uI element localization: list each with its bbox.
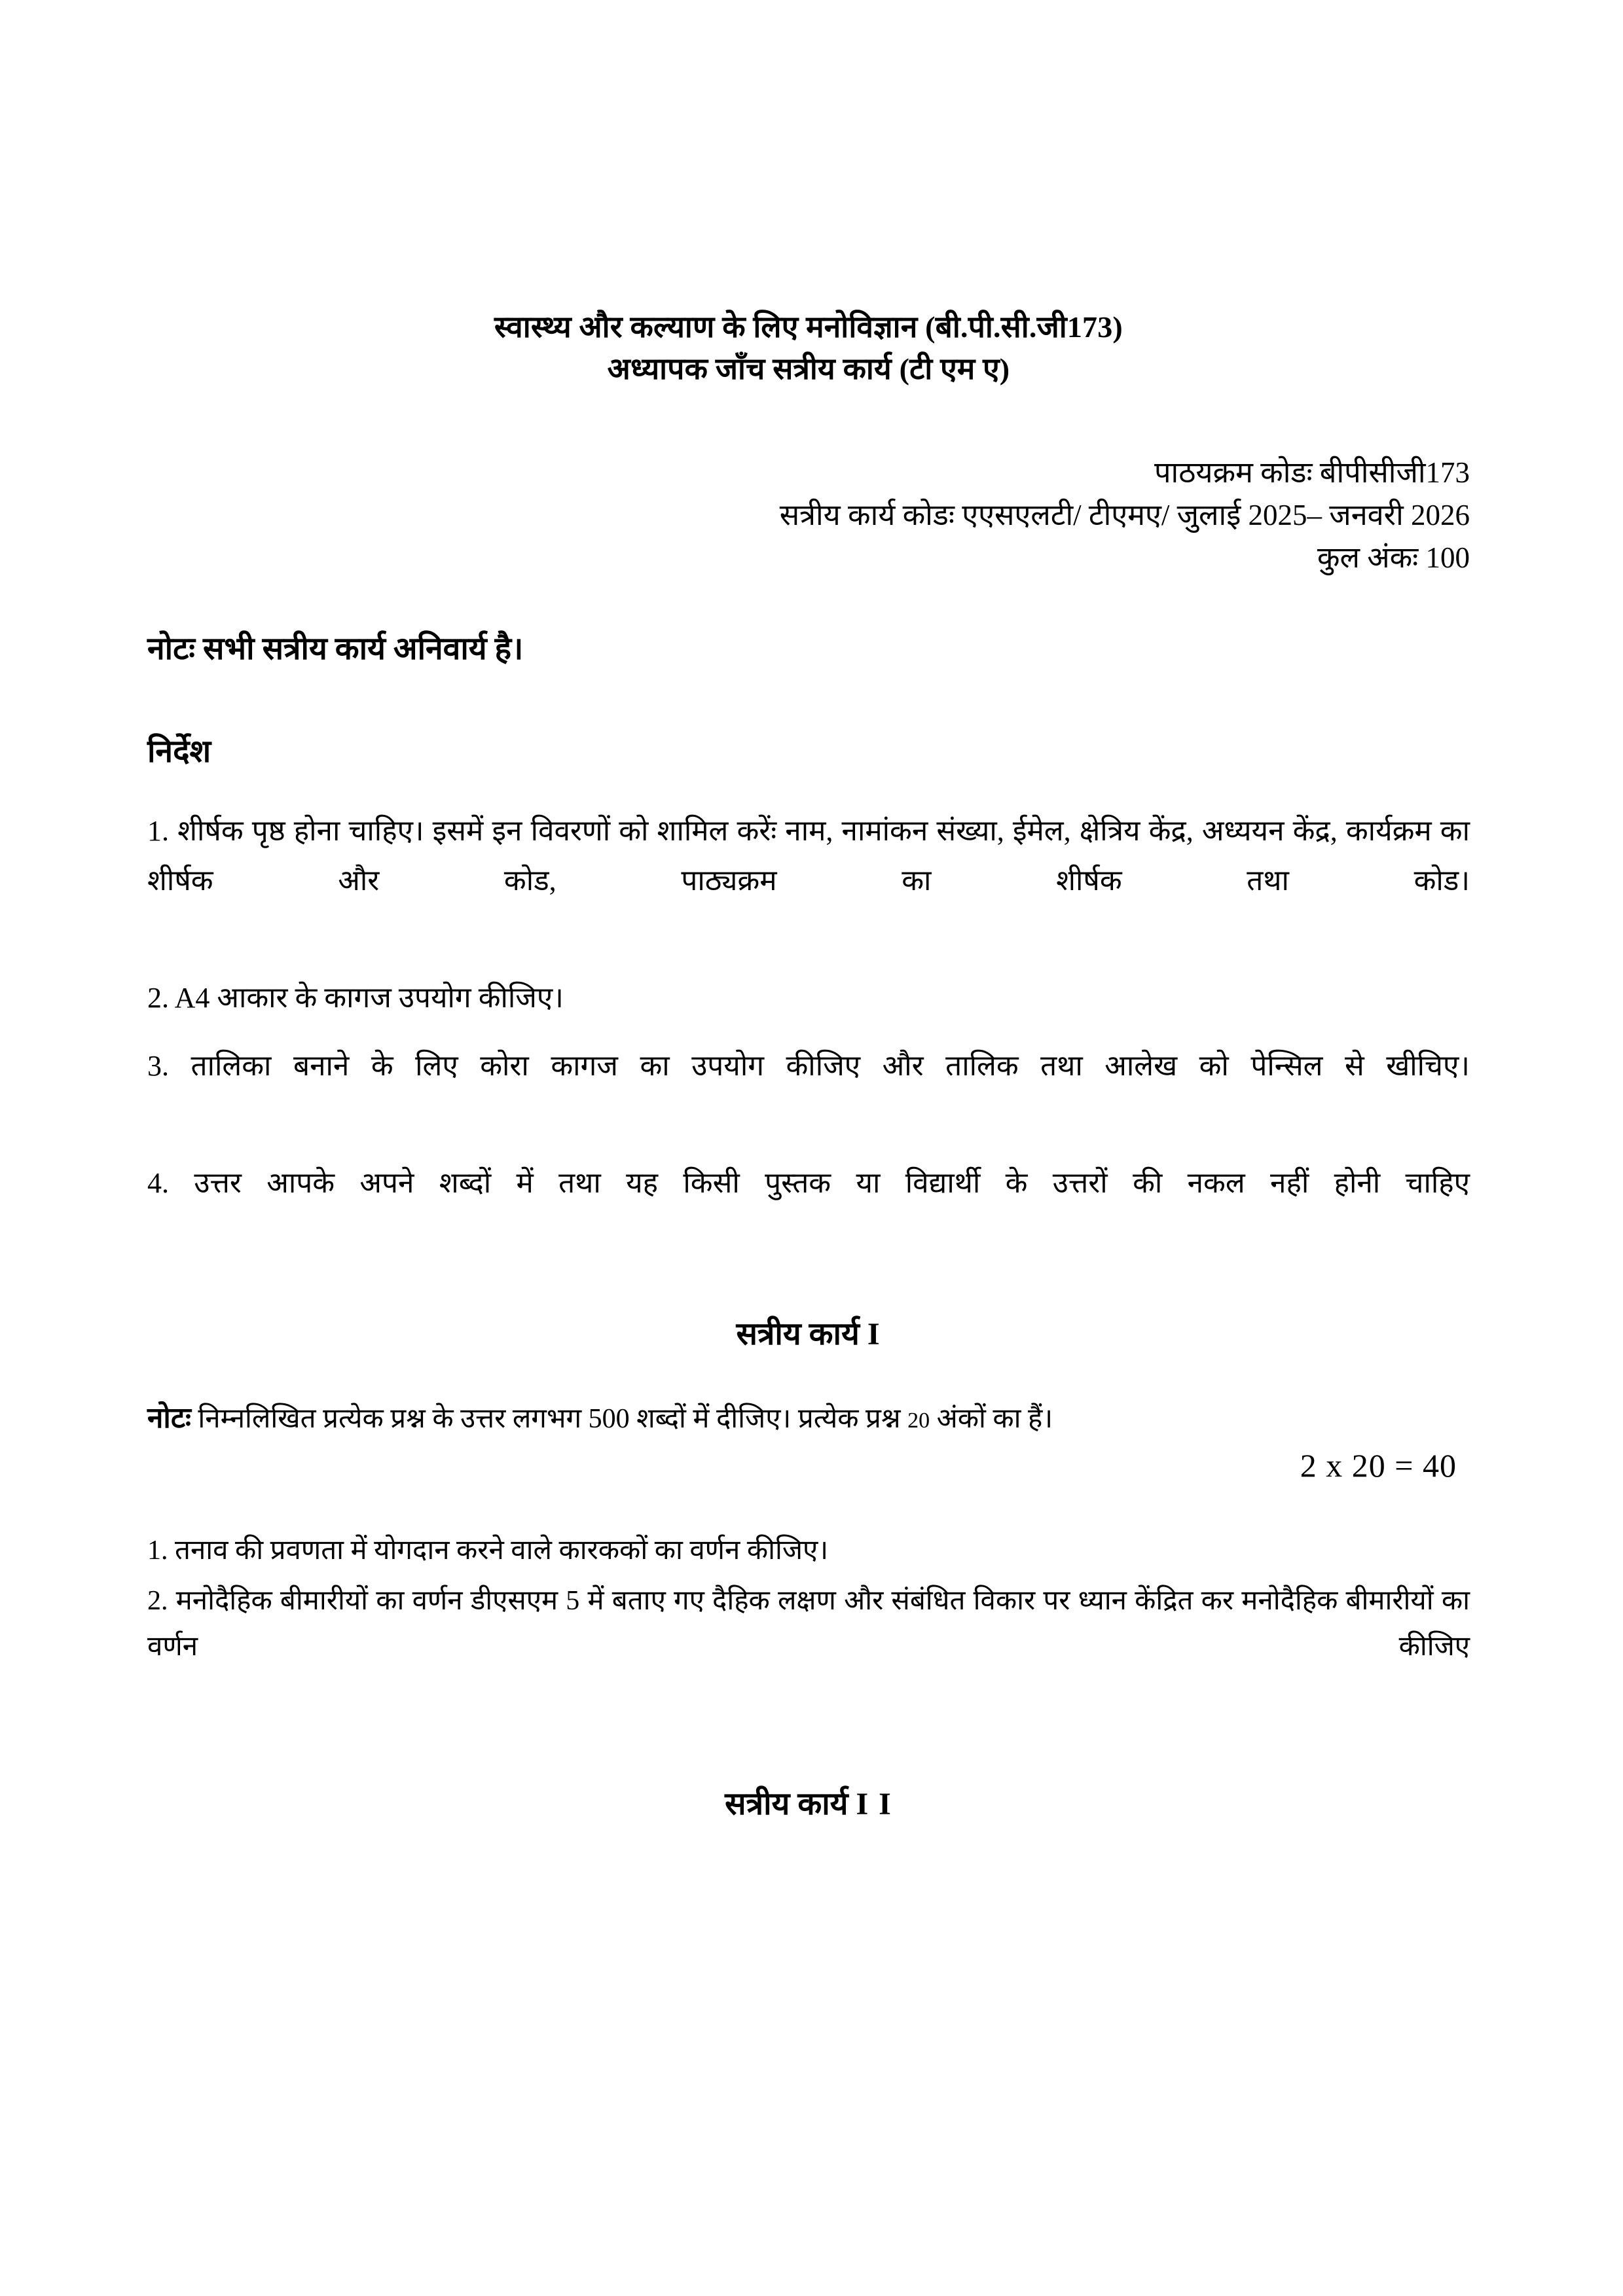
instructions-heading: निर्देश bbox=[147, 734, 211, 769]
assignment-2-heading-numeral: I I bbox=[856, 1787, 892, 1822]
assignment-2-heading-text: सत्रीय कार्य bbox=[725, 1787, 848, 1822]
total-marks: कुल अंकः 100 bbox=[1317, 541, 1470, 575]
instruction-item: 4. उत्तर आपके अपने शब्दों में तथा यह किसी पुस्तक या विद्यार्थी के उत्तरों की नकल नहीं होनी चाहिए bbox=[147, 1167, 1470, 1200]
assignment-1-note-per-question-marks: 20 bbox=[907, 1408, 930, 1433]
document-title bbox=[147, 308, 1470, 389]
assignment-1-heading-text: सत्रीय कार्य bbox=[736, 1316, 860, 1352]
assignment-1-heading-numeral: I bbox=[867, 1316, 881, 1352]
assignment-1-marks-calculation: 2 x 20 = 40 bbox=[1300, 1447, 1457, 1484]
assignment-1-note-lead: नोटः bbox=[147, 1401, 191, 1434]
question-item: 1. तनाव की प्रवणता में योगदान करने वाले कारककों का वर्णन कीजिए। bbox=[147, 1535, 829, 1566]
assignment-1-note-text-1: निम्नलिखित प्रत्येक प्रश्न के उत्तर लगभग 500 शब्दों में दीजिए। प्रत्येक प्रश्न bbox=[191, 1403, 908, 1434]
instructions-list bbox=[147, 806, 1470, 1257]
instruction-item: 1. शीर्षक पृष्ठ होना चाहिए। इसमें इन विवरणों को शामिल करेंः नाम, नामांकन संख्या, ईमेल, क्षेत्रिय केंद्र, अध्ययन केंद्र, कार्यक्रम का शीर्षक और कोड, पाठ्यक्रम का शीर्षक तथा कोड। bbox=[147, 815, 1470, 897]
course-code: पाठयक्रम कोडः बीपीसीजी173 bbox=[1154, 456, 1470, 489]
question-item: 2. मनोदैहिक बीमारीयों का वर्णन डीएसएम 5 में बताए गए दैहिक लक्षण और संबंधित विकार पर ध्यान केंद्रित कर मनोदैहिक बीमारीयों का वर्णन कीजिए bbox=[147, 1585, 1470, 1662]
assignment-code: सत्रीय कार्य कोडः एएसएलटी/ टीएमए/ जुलाई 2025– जनवरी 2026 bbox=[779, 498, 1470, 531]
instruction-item: 2. A4 आकार के कागज उपयोग कीजिए। bbox=[147, 982, 564, 1014]
assignment-1-note bbox=[147, 1395, 1470, 1441]
compulsory-note: नोटः सभी सत्रीय कार्य अनिवार्य है। bbox=[147, 632, 524, 667]
assignment-1-questions bbox=[147, 1528, 1470, 1716]
assignment-meta bbox=[147, 452, 1470, 580]
assignment-type-title: अध्यापक जाँच सत्रीय कार्य (टी एम ए) bbox=[607, 351, 1010, 386]
assignment-2-heading bbox=[147, 1784, 1470, 1825]
course-title: स्वास्थ्य और कल्याण के लिए मनोविज्ञान (बी.पी.सी.जी173) bbox=[494, 310, 1123, 344]
assignment-1-heading bbox=[147, 1314, 1470, 1355]
assignment-1-note-text-2: अंकों का हैं। bbox=[930, 1403, 1053, 1434]
instruction-item: 3. तालिका बनाने के लिए कोरा कागज का उपयोग कीजिए और तालिक तथा आलेख को पेन्सिल से खीचिए। bbox=[147, 1049, 1470, 1082]
page-content bbox=[147, 0, 1470, 1825]
